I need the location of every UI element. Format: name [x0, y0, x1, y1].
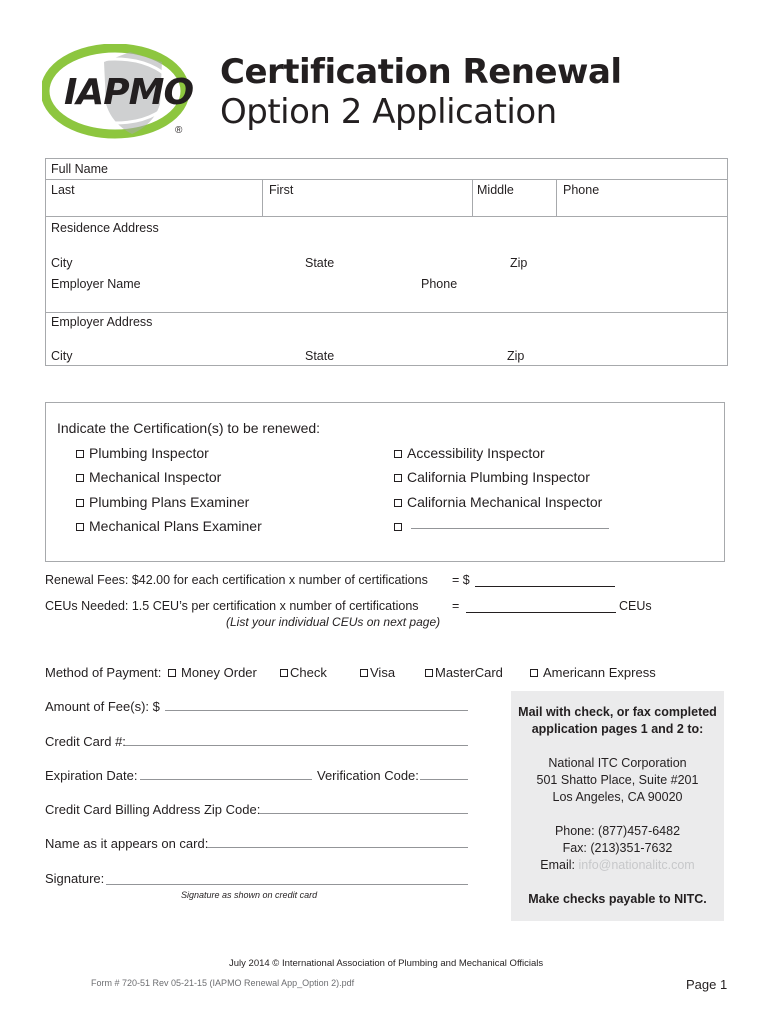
amount-label: Amount of Fee(s): $ — [45, 699, 160, 714]
renewal-fees-equals: = $ — [452, 573, 470, 587]
credit-card-input[interactable] — [125, 745, 468, 746]
mail-email-link[interactable]: info@nationalitc.com — [578, 858, 695, 872]
checkbox-icon[interactable] — [76, 474, 84, 482]
cert-mechanical-inspector[interactable]: Mechanical Inspector — [76, 469, 221, 485]
cert-california-plumbing-inspector[interactable]: California Plumbing Inspector — [394, 469, 590, 485]
employer-address-field[interactable]: Employer Address — [51, 315, 153, 329]
phone-field[interactable]: Phone — [563, 183, 600, 197]
residence-zip-field[interactable]: Zip — [510, 256, 528, 270]
first-name-field[interactable]: First — [269, 183, 294, 197]
cert-other-input[interactable] — [411, 528, 609, 529]
last-name-field[interactable]: Last — [51, 183, 75, 197]
name-on-card-label: Name as it appears on card: — [45, 836, 209, 851]
cert-other[interactable] — [394, 518, 407, 534]
mail-city: Los Angeles, CA 90020 — [552, 790, 683, 804]
checkbox-icon[interactable] — [280, 669, 288, 677]
mail-payable: Make checks payable to NITC. — [528, 892, 707, 906]
renewal-fees-input[interactable] — [475, 586, 615, 587]
checkbox-icon[interactable] — [394, 450, 402, 458]
checkbox-icon[interactable] — [168, 669, 176, 677]
checkbox-icon[interactable] — [76, 523, 84, 531]
billing-zip-input[interactable] — [259, 813, 468, 814]
full-name-label: Full Name — [51, 162, 108, 176]
footer-form-number: Form # 720-51 Rev 05-21-15 (IAPMO Renewal App_Option 2).pdf — [91, 978, 355, 988]
payment-check[interactable]: Check — [280, 665, 327, 680]
cert-mechanical-plans-examiner[interactable]: Mechanical Plans Examiner — [76, 518, 262, 534]
checkbox-icon[interactable] — [76, 499, 84, 507]
credit-card-label: Credit Card #: — [45, 734, 126, 749]
payment-method-label: Method of Payment: — [45, 665, 162, 680]
name-on-card-input[interactable] — [207, 847, 468, 848]
mail-intro-2: application pages 1 and 2 to: — [531, 722, 704, 736]
residence-address-field[interactable]: Residence Address — [51, 221, 159, 235]
cert-plumbing-plans-examiner[interactable]: Plumbing Plans Examiner — [76, 494, 249, 510]
payment-mastercard[interactable]: MasterCard — [425, 665, 503, 680]
expiration-input[interactable] — [140, 779, 312, 780]
mail-fax: Fax: (213)351-7632 — [562, 841, 673, 855]
mail-phone: Phone: (877)457-6482 — [554, 824, 681, 838]
page-title: Certification Renewal — [220, 52, 622, 92]
employer-zip-field[interactable]: Zip — [507, 349, 525, 363]
checkbox-icon[interactable] — [394, 499, 402, 507]
employer-phone-field[interactable]: Phone — [421, 277, 458, 291]
cert-accessibility-inspector[interactable]: Accessibility Inspector — [394, 445, 545, 461]
employer-city-field[interactable]: City — [51, 349, 73, 363]
logo-text: IAPMO — [64, 72, 194, 113]
mail-email-row — [511, 858, 724, 872]
payment-american-express[interactable]: Americann Express — [530, 665, 656, 680]
mail-org: National ITC Corporation — [548, 756, 687, 770]
page-subtitle: Option 2 Application — [220, 92, 557, 132]
mail-street: 501 Shatto Place, Suite #201 — [536, 773, 699, 787]
checkbox-icon[interactable] — [394, 474, 402, 482]
checkbox-icon[interactable] — [425, 669, 433, 677]
ceus-input[interactable] — [466, 612, 616, 613]
employer-name-field[interactable]: Employer Name — [51, 277, 141, 291]
ceus-needed-text: CEUs Needed: 1.5 CEU’s per certification x number of certifications — [45, 599, 419, 613]
ceus-equals: = — [452, 599, 460, 613]
middle-name-field[interactable]: Middle — [477, 183, 514, 197]
cert-california-mechanical-inspector[interactable]: California Mechanical Inspector — [394, 494, 602, 510]
expiration-label: Expiration Date: — [45, 768, 138, 783]
verification-input[interactable] — [420, 779, 468, 780]
residence-state-field[interactable]: State — [305, 256, 335, 270]
renewal-fees-text: Renewal Fees: $42.00 for each certification x number of certifications — [45, 573, 428, 587]
checkbox-icon[interactable] — [360, 669, 368, 677]
mail-email-label: Email: — [540, 858, 576, 872]
registered-mark: ® — [175, 125, 183, 136]
ceus-note: (List your individual CEUs on next page) — [226, 615, 441, 629]
checkbox-icon[interactable] — [530, 669, 538, 677]
payment-visa[interactable]: Visa — [360, 665, 395, 680]
signature-input[interactable] — [106, 884, 468, 885]
checkbox-icon[interactable] — [394, 523, 402, 531]
signature-note: Signature as shown on credit card — [181, 890, 318, 900]
personal-info-table — [45, 158, 728, 366]
billing-zip-label: Credit Card Billing Address Zip Code: — [45, 802, 261, 817]
ceus-unit: CEUs — [619, 599, 652, 613]
amount-input[interactable] — [165, 710, 468, 711]
payment-money-order[interactable]: Money Order — [168, 665, 257, 680]
verification-label: Verification Code: — [317, 768, 419, 783]
mail-intro-1: Mail with check, or fax completed — [518, 705, 717, 719]
cert-plumbing-inspector[interactable]: Plumbing Inspector — [76, 445, 209, 461]
certification-heading: Indicate the Certification(s) to be renewed: — [57, 420, 321, 436]
page-number: Page 1 — [686, 977, 728, 992]
checkbox-icon[interactable] — [76, 450, 84, 458]
residence-city-field[interactable]: City — [51, 256, 73, 270]
signature-label: Signature: — [45, 871, 105, 886]
mailing-info-box — [511, 691, 724, 921]
employer-state-field[interactable]: State — [305, 349, 335, 363]
footer-copyright: July 2014 © International Association of Plumbing and Mechanical Officials — [229, 958, 544, 969]
